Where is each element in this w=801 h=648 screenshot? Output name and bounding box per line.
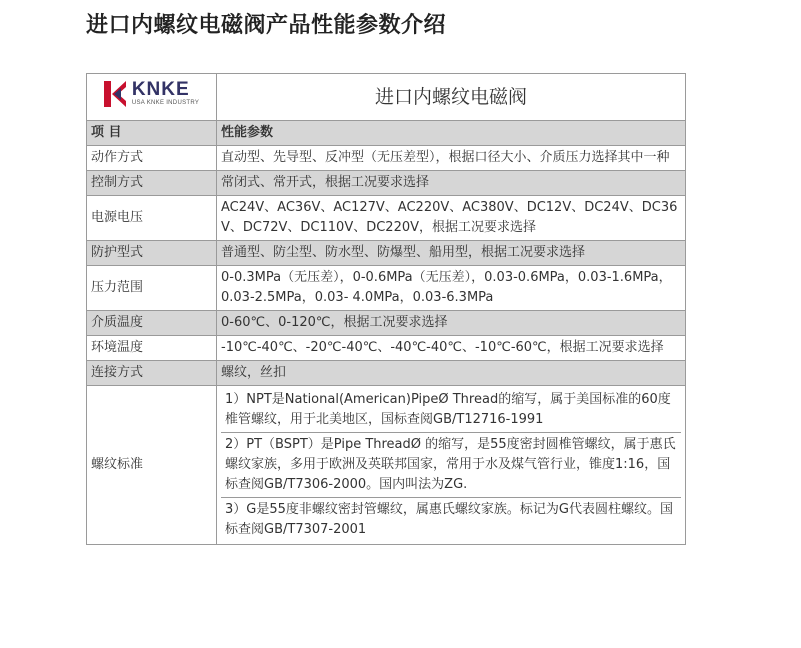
row-label: 防护型式 <box>87 241 217 266</box>
table-row <box>87 336 686 361</box>
brand-logo <box>104 80 199 107</box>
row-label: 螺纹标准 <box>87 386 217 545</box>
row-label: 电源电压 <box>87 196 217 241</box>
table-row <box>87 361 686 386</box>
item-header: 项 目 <box>87 121 217 146</box>
knke-logo-icon <box>104 81 128 107</box>
row-value: 常闭式、常开式，根据工况要求选择 <box>217 171 686 196</box>
table-row <box>87 266 686 311</box>
thread-standard-item: 1）NPT是National(American)PipeØ Thread的缩写，属于美国标准的60度椎管螺纹，用于北美地区，国标查阅GB/T12716-1991 <box>221 388 681 433</box>
table-row <box>87 196 686 241</box>
logo-name: KNKE <box>131 79 190 101</box>
row-value: -10℃-40℃、-20℃-40℃、-40℃-40℃、-10℃-60℃，根据工况要求选择 <box>217 336 686 361</box>
row-value: 0-0.3MPa（无压差），0-0.6MPa（无压差），0.03-0.6MPa，0.03-1.6MPa，0.03-2.5MPa，0.03- 4.0MPa，0.03-6.3MPa <box>217 266 686 311</box>
page-title: 进口内螺纹电磁阀产品性能参数介绍 <box>86 13 447 38</box>
thread-standard-row <box>87 386 686 545</box>
table-row <box>87 311 686 336</box>
row-value: 螺纹，丝扣 <box>217 361 686 386</box>
logo-cell <box>87 74 217 121</box>
table-row <box>87 241 686 266</box>
row-value: 直动型、先导型、反冲型（无压差型），根据口径大小、介质压力选择其中一种 <box>217 146 686 171</box>
thread-standard-item: 3）G是55度非螺纹密封管螺纹，属惠氏螺纹家族。标记为G代表圆柱螺纹。国标查阅GB/T7307-2001 <box>225 502 673 537</box>
table-row <box>87 146 686 171</box>
row-label: 压力范围 <box>87 266 217 311</box>
logo-tagline: USA KNKE INDUSTRY <box>131 100 200 107</box>
spec-table <box>86 73 686 545</box>
row-value: AC24V、AC36V、AC127V、AC220V、AC380V、DC12V、DC24V、DC36V、DC72V、DC110V、DC220V，根据工况要求选择 <box>217 196 686 241</box>
row-value: 普通型、防尘型、防水型、防爆型、船用型，根据工况要求选择 <box>217 241 686 266</box>
row-value: 0-60℃、0-120℃，根据工况要求选择 <box>217 311 686 336</box>
row-label: 环境温度 <box>87 336 217 361</box>
row-label: 控制方式 <box>87 171 217 196</box>
row-label: 动作方式 <box>87 146 217 171</box>
row-label: 连接方式 <box>87 361 217 386</box>
thread-standard-list <box>217 386 686 545</box>
params-header: 性能参数 <box>217 121 686 146</box>
row-label: 介质温度 <box>87 311 217 336</box>
product-title: 进口内螺纹电磁阀 <box>217 74 686 121</box>
table-row <box>87 171 686 196</box>
thread-standard-item: 2）PT（BSPT）是Pipe ThreadØ 的缩写，是55度密封圆椎管螺纹，属于惠氏螺纹家族，多用于欧洲及英联邦国家，常用于水及煤气管行业，锥度1:16，国标查阅GB/T7306-2000。国内叫法为ZG. <box>221 433 681 498</box>
table-header-row <box>87 74 686 121</box>
column-header-row <box>87 121 686 146</box>
